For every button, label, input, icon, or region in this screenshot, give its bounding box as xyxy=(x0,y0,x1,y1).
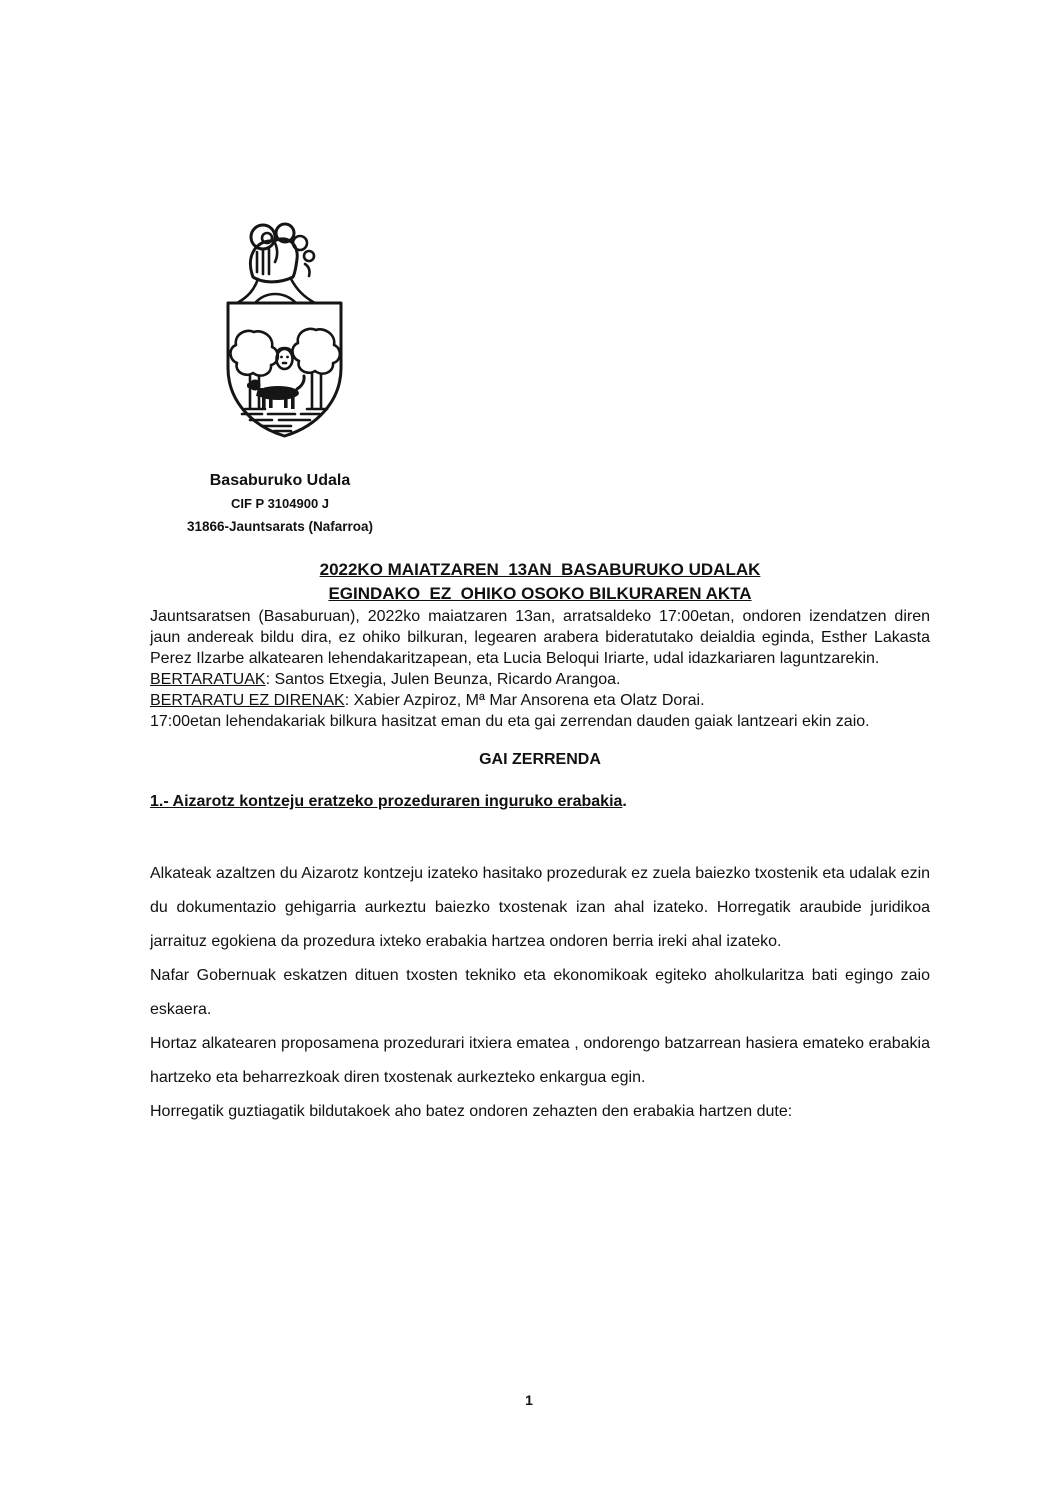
document-title xyxy=(150,558,930,606)
agenda-heading: GAI ZERRENDA xyxy=(479,751,601,768)
dog-silhouette xyxy=(247,376,304,409)
absent-label: BERTARATU EZ DIRENAK xyxy=(150,692,345,709)
absent-line xyxy=(150,690,930,711)
intro-paragraph: Jauntsaratsen (Basaburuan), 2022ko maiatzaren 13an, arratsaldeko 17:00etan, ondoren izendatzen diren jaun andereak bildu dira, ez ohiko bilkuran, legearen arabera bideratutako deialdia eginda, Esther Lakasta Perez Ilzarbe alkatearen lehendakaritzapean, eta Lucia Beloqui Iriarte, udal idazkariaren laguntzarekin. xyxy=(150,608,930,667)
attendees-value: : Santos Etxegia, Julen Beunza, Ricardo Arangoa. xyxy=(265,671,621,688)
item1-paragraph: Alkateak azaltzen du Aizarotz kontzeju izateko hasitako prozedurak ez zuela baiezko txostenik eta udalak ezin du dokumentazio gehigarria aurkeztu baiezko txostenak izan ahal izateko. Horregatik araubide juridikoa jarraituz egokiena da prozedura ixteko erabakia hartzea ondoren berria ireki ahal izateko. xyxy=(150,865,931,950)
org-block xyxy=(150,469,410,538)
item1-heading-text: 1.- Aizarotz kontzeju eratzeko prozeduraren inguruko erabakia xyxy=(150,793,623,810)
org-address: 31866-Jauntsarats (Nafarroa) xyxy=(186,519,374,534)
page-number: 1 xyxy=(525,1392,533,1408)
coat-of-arms-icon xyxy=(222,220,347,442)
attendees-label: BERTARATUAK xyxy=(150,671,266,688)
document-body xyxy=(150,558,930,1129)
absent-value: : Xabier Azpiroz, Mª Mar Ansorena eta Olatz Dorai. xyxy=(344,692,705,709)
org-cif: CIF P 3104900 J xyxy=(230,496,330,511)
attendees-line xyxy=(150,669,930,690)
item1-paragraph: Hortaz alkatearen proposamena prozedurari itxiera ematea , ondorengo batzarrean hasiera emateko erabakia hartzeko eta beharrezkoak diren txostenak aurkezteko enkargua egin. xyxy=(150,1035,930,1086)
item1-paragraph: Horregatik guztiagatik bildutakoek aho batez ondoren zehazten den erabakia hartzen dute: xyxy=(150,1103,793,1120)
opening-paragraph: 17:00etan lehendakariak bilkura hasitzat eman du eta gai zerrendan dauden gaiak lantzeari ekin zaio. xyxy=(150,713,870,730)
org-name: Basaburuko Udala xyxy=(209,472,351,489)
item1-heading-period: . xyxy=(622,793,627,810)
document-title-line2: EGINDAKO EZ OHIKO OSOKO BILKURAREN AKTA xyxy=(328,584,752,603)
item1-heading xyxy=(150,791,930,813)
item1-paragraph: Nafar Gobernuak eskatzen dituen txosten tekniko eta ekonomikoak egiteko aholkularitza bati egingo zaio eskaera. xyxy=(150,967,930,1018)
document-title-line1: 2022KO MAIATZAREN 13AN BASABURUKO UDALAK xyxy=(319,560,761,579)
